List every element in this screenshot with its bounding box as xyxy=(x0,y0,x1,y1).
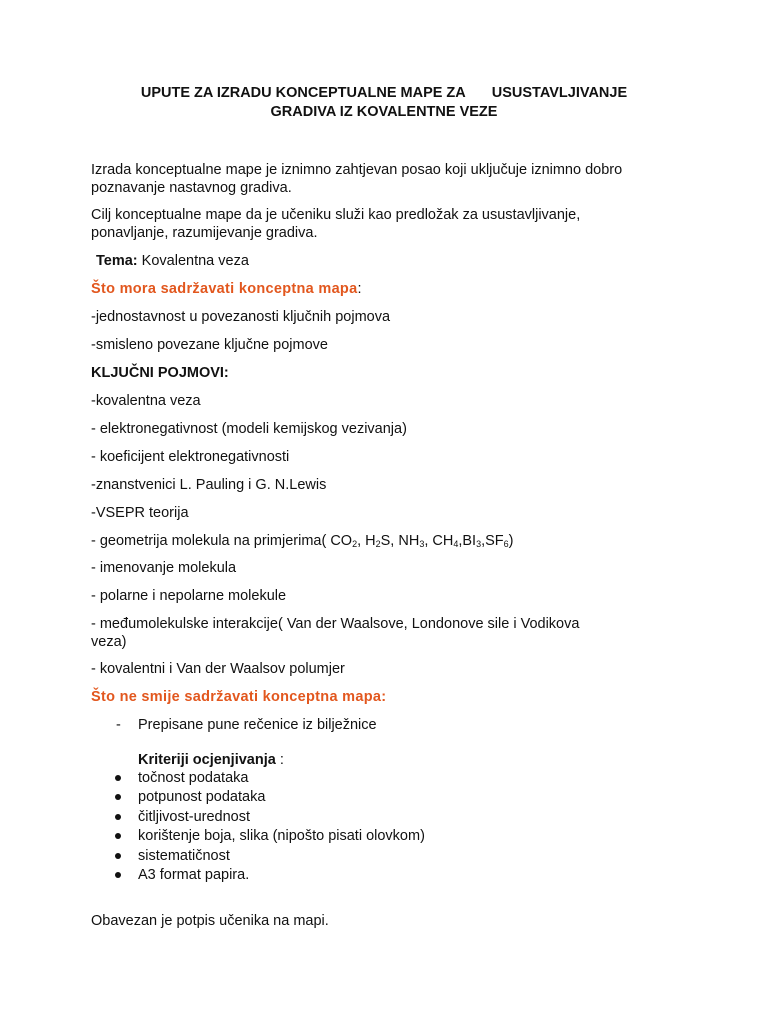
criteria-item-text: sistematičnost xyxy=(138,847,230,864)
bullet-icon xyxy=(115,775,121,781)
document-title-line-1 xyxy=(0,84,768,102)
subscript: 3 xyxy=(476,539,482,549)
formula-text: ,BI xyxy=(458,533,477,549)
must-contain-item-1: -jednostavnost u povezanosti ključnih pojmova xyxy=(91,309,391,325)
criteria-heading xyxy=(138,751,284,769)
formula-text: S, NH xyxy=(380,533,420,549)
dash-marker: - xyxy=(116,717,121,733)
key-term-item-2: - elektronegativnost (modeli kemijskog vezivanja) xyxy=(91,421,407,437)
key-term-item-7: - imenovanje molekula xyxy=(91,560,237,576)
intro-paragraph-2-line-2: ponavljanje, razumijevanje gradiva. xyxy=(91,225,318,241)
bullet-icon xyxy=(115,794,121,800)
must-contain-heading xyxy=(91,280,361,298)
criteria-item xyxy=(113,769,425,788)
criteria-item xyxy=(113,827,425,846)
formula-text: ) xyxy=(508,533,514,549)
criteria-item-text: točnost podataka xyxy=(138,770,249,786)
criteria-item xyxy=(113,788,425,807)
criteria-item xyxy=(113,866,425,885)
criteria-item xyxy=(113,808,425,827)
footer-note: Obavezan je potpis učenika na mapi. xyxy=(91,913,329,929)
key-term-item-4: -znanstvenici L. Pauling i G. N.Lewis xyxy=(91,477,327,493)
criteria-item-text: čitljivost-urednost xyxy=(138,808,251,825)
criteria-item-text: potpunost podataka xyxy=(138,789,266,806)
criteria-item-text: korištenje boja, slika (nipošto pisati olovkom) xyxy=(138,828,425,845)
criteria-heading-text: Kriteriji ocjenjivanja xyxy=(138,752,276,768)
subscript: 3 xyxy=(419,539,425,549)
must-not-contain-item xyxy=(116,716,377,734)
must-contain-heading-text: Što mora sadržavati konceptna mapa xyxy=(91,281,358,297)
key-term-item-1: -kovalentna veza xyxy=(91,393,201,409)
formula-text: , H xyxy=(357,533,376,549)
title-part-1: UPUTE ZA IZRADU KONCEPTUALNE MAPE ZA xyxy=(140,85,466,101)
criteria-colon: : xyxy=(275,752,284,768)
key-terms-heading: KLJUČNI POJMOVI: xyxy=(91,365,229,381)
key-term-item-5: -VSEPR teorija xyxy=(91,505,189,521)
must-not-contain-text: Prepisane pune rečenice iz bilježnice xyxy=(138,717,377,733)
tema-value: Kovalentna veza xyxy=(141,253,249,269)
bullet-icon xyxy=(115,814,121,820)
key-term-interactions-line-2: veza) xyxy=(91,634,127,650)
must-contain-item-2: -smisleno povezane ključne pojmove xyxy=(91,337,328,353)
key-term-item-10: - kovalentni i Van der Waalsov polumjer xyxy=(91,661,345,677)
intro-paragraph-1-line-2: poznavanje nastavnog gradiva. xyxy=(91,180,292,196)
criteria-list xyxy=(113,769,425,885)
must-not-contain-heading: Što ne smije sadržavati konceptna mapa: xyxy=(91,689,387,705)
formula-text: , CH xyxy=(424,533,454,549)
tema-label: Tema: xyxy=(96,253,138,269)
subscript: 2 xyxy=(352,539,358,549)
subscript: 6 xyxy=(503,539,509,549)
title-part-2: USUSTAVLJIVANJE xyxy=(491,85,628,101)
intro-paragraph-2-line-1: Cilj konceptualne mape da je učeniku služi kao predložak za usustavljivanje, xyxy=(91,207,581,223)
intro-paragraph-1-line-1: Izrada konceptualne mape je iznimno zahtjevan posao koji uključuje iznimno dobro xyxy=(91,162,623,178)
bullet-icon xyxy=(115,833,121,839)
bullet-icon xyxy=(115,853,121,859)
key-term-interactions-line-1: - međumolekulske interakcije( Van der Waalsove, Londonove sile i Vodikova xyxy=(91,616,580,632)
must-contain-colon: : xyxy=(357,281,362,297)
key-term-geometry xyxy=(91,532,514,550)
key-term-item-8: - polarne i nepolarne molekule xyxy=(91,588,287,604)
subscript: 2 xyxy=(375,539,381,549)
criteria-item xyxy=(113,847,425,866)
key-term-item-3: - koeficijent elektronegativnosti xyxy=(91,449,290,465)
geometry-prefix: - geometrija molekula na primjerima( CO xyxy=(91,533,353,549)
criteria-item-text: A3 format papira. xyxy=(138,866,250,883)
tema-line xyxy=(96,252,249,270)
document-title-line-2: GRADIVA IZ KOVALENTNE VEZE xyxy=(270,104,498,120)
subscript: 4 xyxy=(453,539,459,549)
formula-text: ,SF xyxy=(481,533,504,549)
bullet-icon xyxy=(115,872,121,878)
